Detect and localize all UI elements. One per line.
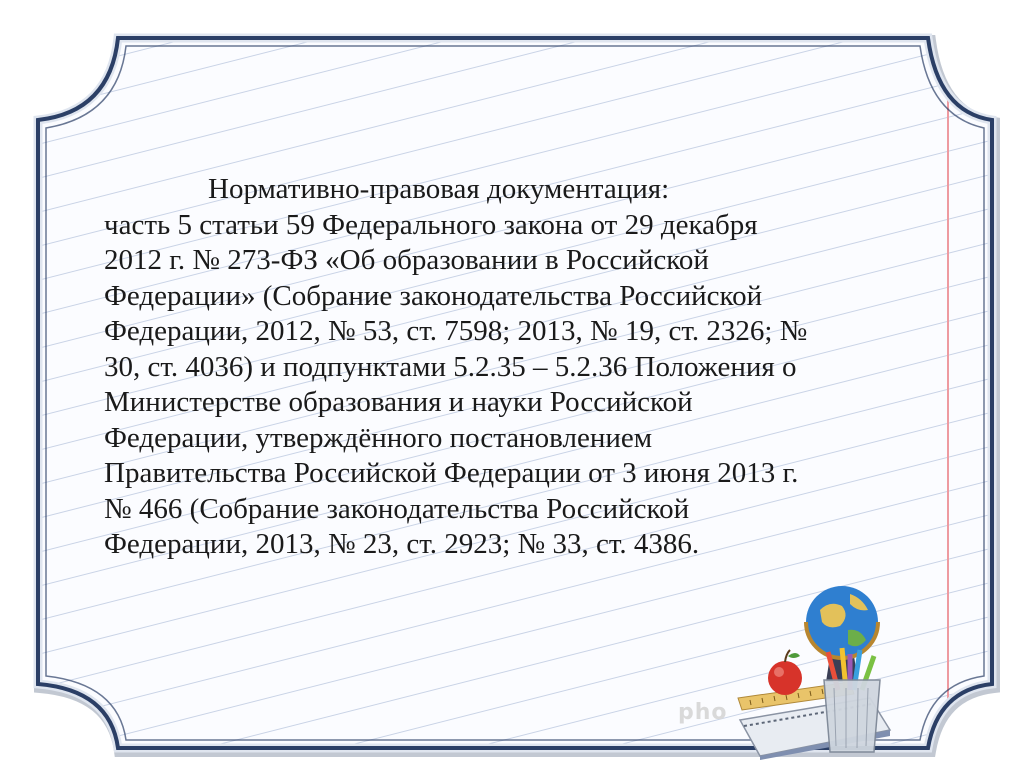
text-line: Федерации, утверждённого постановлением bbox=[104, 421, 653, 454]
text-line: часть 5 статьи 59 Федерального закона от 29 декабря bbox=[104, 208, 758, 241]
school-supplies-illustration bbox=[700, 570, 900, 760]
text-line: № 466 (Собрание законодательства Российской bbox=[104, 492, 690, 525]
text-line: 2012 г. № 273-ФЗ «Об образовании в Российской bbox=[104, 244, 709, 276]
pencil-cup-icon bbox=[824, 648, 880, 752]
heading: Нормативно-правовая документация: bbox=[208, 173, 670, 205]
watermark: pho bbox=[678, 700, 728, 725]
text-line: Министерстве образования и науки Российской bbox=[104, 386, 693, 418]
legal-text bbox=[104, 172, 944, 563]
text-line: 30, ст. 4036) и подпунктами 5.2.35 – 5.2.36 Положения о bbox=[104, 350, 797, 383]
text-line: Федерации» (Собрание законодательства Российской bbox=[104, 279, 763, 312]
apple-icon bbox=[768, 650, 802, 695]
text-line: Правительства Российской Федерации от 3 июня 2013 г. bbox=[104, 457, 799, 489]
ruled-line bbox=[0, 0, 1024, 18]
text-line: Федерации, 2013, № 23, ст. 2923; № 33, ст. 4386. bbox=[104, 528, 700, 560]
text-line: Федерации, 2012, № 53, ст. 7598; 2013, № 19, ст. 2326; № bbox=[104, 315, 808, 347]
